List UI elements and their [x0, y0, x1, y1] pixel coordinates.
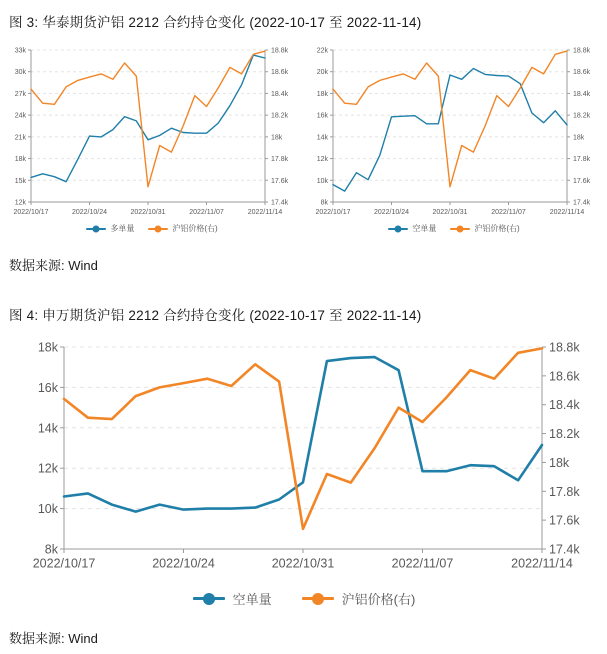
left-axis-label: 10k	[316, 177, 328, 185]
legend-dot-icon	[203, 593, 215, 605]
legend-item	[193, 589, 272, 608]
fig4-title: 图 4: 申万期货沪铝 2212 合约持仓变化 (2022-10-17 至 2022-11-14)	[9, 308, 422, 323]
right-axis-label: 18.4k	[548, 398, 580, 413]
left-axis-label: 24k	[14, 112, 26, 120]
right-axis-label: 17.6k	[271, 177, 289, 185]
fig3-long-legend	[86, 223, 217, 234]
legend-label: 沪铝价格(右)	[474, 224, 520, 233]
legend-item	[148, 223, 217, 234]
right-axis-label: 18.2k	[573, 112, 591, 120]
x-axis-label: 2022/11/14	[247, 209, 283, 216]
fig3-short-legend	[388, 223, 519, 234]
left-axis-label: 16k	[316, 112, 328, 120]
right-axis-label: 18k	[271, 134, 283, 142]
right-axis-label: 18.6k	[573, 69, 591, 77]
x-axis-label: 2022/10/24	[71, 209, 108, 216]
fig3-title: 图 3: 华泰期货沪铝 2212 合约持仓变化 (2022-10-17 至 2022-11-14)	[9, 15, 422, 30]
x-axis-label: 2022/10/17	[13, 209, 49, 216]
legend-dot-icon	[457, 225, 464, 232]
x-axis-label: 2022/10/31	[432, 209, 468, 216]
left-axis-label: 14k	[37, 421, 58, 436]
legend-item	[302, 589, 416, 608]
right-axis-label: 18.4k	[271, 90, 289, 98]
legend-item	[86, 223, 134, 234]
x-axis-label: 2022/10/24	[151, 556, 215, 571]
legend-item	[388, 223, 436, 234]
right-axis-label: 18.8k	[271, 47, 289, 55]
legend-dot-icon	[155, 225, 162, 232]
left-axis-label: 18k	[316, 90, 328, 98]
series-line-left	[64, 357, 542, 512]
x-axis-label: 2022/10/31	[271, 556, 334, 571]
left-axis-label: 10k	[37, 502, 58, 517]
left-axis-label: 27k	[14, 90, 26, 98]
right-axis-label: 18.6k	[271, 69, 289, 77]
legend-dot-icon	[395, 225, 402, 232]
x-axis-label: 2022/11/07	[189, 209, 224, 216]
x-axis-label: 2022/10/24	[373, 209, 410, 216]
right-axis-label: 17.6k	[573, 177, 591, 185]
left-axis-label: 12k	[37, 461, 58, 476]
legend-line-dot-icon	[148, 228, 168, 230]
legend-label: 空单量	[232, 592, 272, 607]
fig4-short-positions-chart	[2, 335, 607, 575]
right-axis-label: 17.4k	[573, 199, 591, 207]
left-axis-label: 15k	[14, 177, 26, 185]
left-axis-label: 30k	[14, 69, 26, 77]
right-axis-label: 18.2k	[548, 427, 580, 442]
right-axis-label: 18.6k	[548, 369, 580, 384]
fig4-legend	[193, 589, 416, 608]
x-axis-label: 2022/10/31	[130, 209, 166, 216]
right-axis-label: 17.6k	[548, 513, 580, 528]
left-axis-label: 12k	[316, 156, 328, 164]
x-axis-label: 2022/11/07	[391, 556, 453, 571]
fig4-chart-block	[1, 335, 607, 608]
left-axis-label: 16k	[37, 380, 58, 395]
legend-label: 多单量	[110, 224, 135, 233]
left-axis-label: 8k	[44, 542, 58, 557]
legend-item	[450, 223, 519, 234]
fig3-short-positions-chart	[306, 40, 602, 218]
right-axis-label: 17.8k	[548, 484, 580, 499]
legend-label: 沪铝价格(右)	[341, 592, 416, 607]
x-axis-label: 2022/10/17	[315, 209, 351, 216]
legend-line-dot-icon	[302, 597, 334, 600]
right-axis-label: 18.8k	[573, 47, 591, 55]
legend-line-dot-icon	[450, 228, 470, 230]
right-axis-label: 18k	[548, 455, 569, 470]
left-axis-label: 12k	[14, 199, 26, 207]
x-axis-label: 2022/10/17	[32, 556, 95, 571]
fig4-source: 数据来源: Wind	[9, 631, 98, 646]
legend-line-dot-icon	[388, 228, 408, 230]
left-axis-label: 20k	[316, 69, 328, 77]
right-axis-label: 18.8k	[548, 340, 580, 355]
right-axis-label: 17.4k	[271, 199, 289, 207]
fig3-long-positions-chart	[4, 40, 300, 218]
right-axis-label: 18k	[573, 134, 585, 142]
fig3-source: 数据来源: Wind	[9, 258, 98, 273]
x-axis-label: 2022/11/07	[491, 209, 526, 216]
x-axis-label: 2022/11/14	[510, 556, 573, 571]
right-axis-label: 18.2k	[271, 112, 289, 120]
legend-label: 沪铝价格(右)	[172, 224, 218, 233]
legend-dot-icon	[93, 225, 100, 232]
left-axis-label: 21k	[14, 134, 26, 142]
right-axis-label: 17.4k	[548, 542, 580, 557]
legend-line-dot-icon	[86, 228, 106, 230]
left-axis-label: 22k	[316, 47, 328, 55]
x-axis-label: 2022/11/14	[549, 209, 585, 216]
series-line-left	[31, 55, 265, 182]
legend-line-dot-icon	[193, 597, 225, 600]
fig3-short-chart-block	[306, 40, 602, 234]
left-axis-label: 8k	[320, 199, 328, 207]
right-axis-label: 17.8k	[573, 156, 591, 164]
fig3-long-chart-block	[4, 40, 300, 234]
left-axis-label: 33k	[14, 47, 26, 55]
fig3-charts-row	[4, 40, 604, 234]
left-axis-label: 14k	[316, 134, 328, 142]
legend-label: 空单量	[412, 224, 437, 233]
right-axis-label: 17.8k	[271, 156, 289, 164]
right-axis-label: 18.4k	[573, 90, 591, 98]
left-axis-label: 18k	[14, 156, 26, 164]
legend-dot-icon	[312, 593, 324, 605]
left-axis-label: 18k	[37, 340, 58, 355]
series-line-right	[64, 348, 542, 528]
